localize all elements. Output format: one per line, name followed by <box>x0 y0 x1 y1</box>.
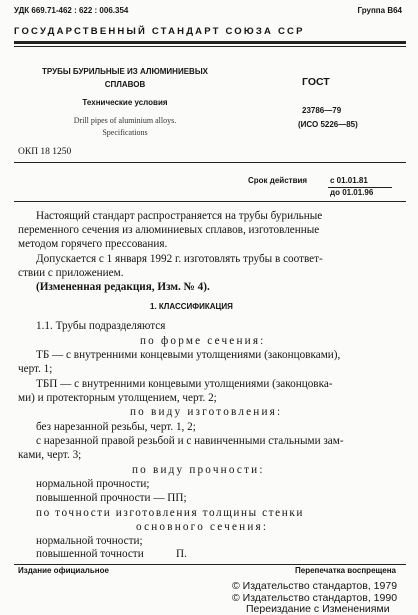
validity-to: до 01.01.96 <box>330 188 374 197</box>
english-title-line-1: Drill pipes of aluminium alloys. <box>73 116 177 125</box>
publisher-1979: © Издательство стандартов, 1979 <box>232 580 398 592</box>
revision-note: (Измененная редакция, Изм. № 4). <box>36 281 210 293</box>
section-line-4: черт. 1; <box>18 363 53 375</box>
header-thin-rule <box>14 46 406 47</box>
footer-rule <box>14 564 406 565</box>
reprint-prohibited: Перепечатка воспрещена <box>295 566 396 575</box>
iso-reference: (ИСО 5226—85) <box>298 120 358 129</box>
subtitle: Технические условия <box>82 98 168 107</box>
publisher-1990: © Издательство стандартов, 1990 <box>232 592 398 604</box>
english-title-line-2: Specifications <box>102 128 148 137</box>
intro-line-1: Настоящий стандарт распространяется на трубы бурильные <box>36 210 323 222</box>
title-line-1: ТРУБЫ БУРИЛЬНЫЕ ИЗ АЛЮМИНИЕВЫХ <box>42 67 208 76</box>
validity-from: с 01.01.81 <box>330 176 368 185</box>
okp-code: ОКП 18 1250 <box>18 147 72 157</box>
section-line-8: без нарезанной резьбы, черт. 1, 2; <box>36 421 196 433</box>
intro-line-3: методом горячего прессования. <box>18 238 168 250</box>
validity-label: Срок действия <box>248 176 308 185</box>
section-line-12: нормальной прочности; <box>36 478 150 490</box>
section-line-17: повышенной точности <box>36 548 144 560</box>
section-line-16: нормальной точности; <box>36 535 143 547</box>
section-line-5: ТБП — с внутренними концевыми утолщениями (законцовка- <box>36 378 333 390</box>
section-line-3: ТБ — с внутренними концевыми утолщениями (законцовками), <box>36 349 341 361</box>
section-heading: 1. КЛАССИФИКАЦИЯ <box>150 302 233 311</box>
official-edition: Издание официальное <box>18 566 109 575</box>
intro-line-2: переменного сечения из алюминиевых сплавов, изготовленные <box>18 224 320 236</box>
section-line-10: ками, черт. 3; <box>18 449 82 461</box>
section-line-17-code: П. <box>176 548 187 560</box>
section-line-6: ми) и протекторным утолщением, черт. 2; <box>18 392 217 404</box>
section-line-9: с нарезанной правой резьбой и с навинченными стальными зам- <box>36 435 344 447</box>
state-standard-banner: ГОСУДАРСТВЕННЫЙ СТАНДАРТ СОЮЗА ССР <box>14 26 305 37</box>
intro-line-5: ствии с приложением. <box>18 267 124 279</box>
udk-code: УДК 669.71-462 : 622 : 006.354 <box>14 6 129 15</box>
gost-number: 23786—79 <box>302 106 342 115</box>
section-line-1: 1.1. Трубы подразделяются <box>36 320 166 332</box>
gost-label: ГОСТ <box>302 76 330 88</box>
reissue-note: Переиздание с Изменениями <box>246 603 390 615</box>
intro-line-4: Допускается с 1 января 1992 г. изготовлять трубы в соответ- <box>36 253 323 265</box>
group-code: Группа В64 <box>357 6 402 15</box>
title-block-rule <box>14 162 406 163</box>
header-double-rule <box>14 41 406 44</box>
section-line-2: по форме сечения: <box>140 335 266 347</box>
section-line-14: по точности изготовления толщины стенки <box>36 507 304 519</box>
title-line-2: СПЛАВОВ <box>104 80 146 89</box>
section-line-7: по виду изготовления: <box>130 406 283 418</box>
section-line-15: основного сечения: <box>136 521 269 533</box>
section-line-11: по виду прочности: <box>132 464 265 476</box>
validity-rule <box>14 201 406 202</box>
section-line-13: повышенной прочности — ПП; <box>36 492 187 504</box>
